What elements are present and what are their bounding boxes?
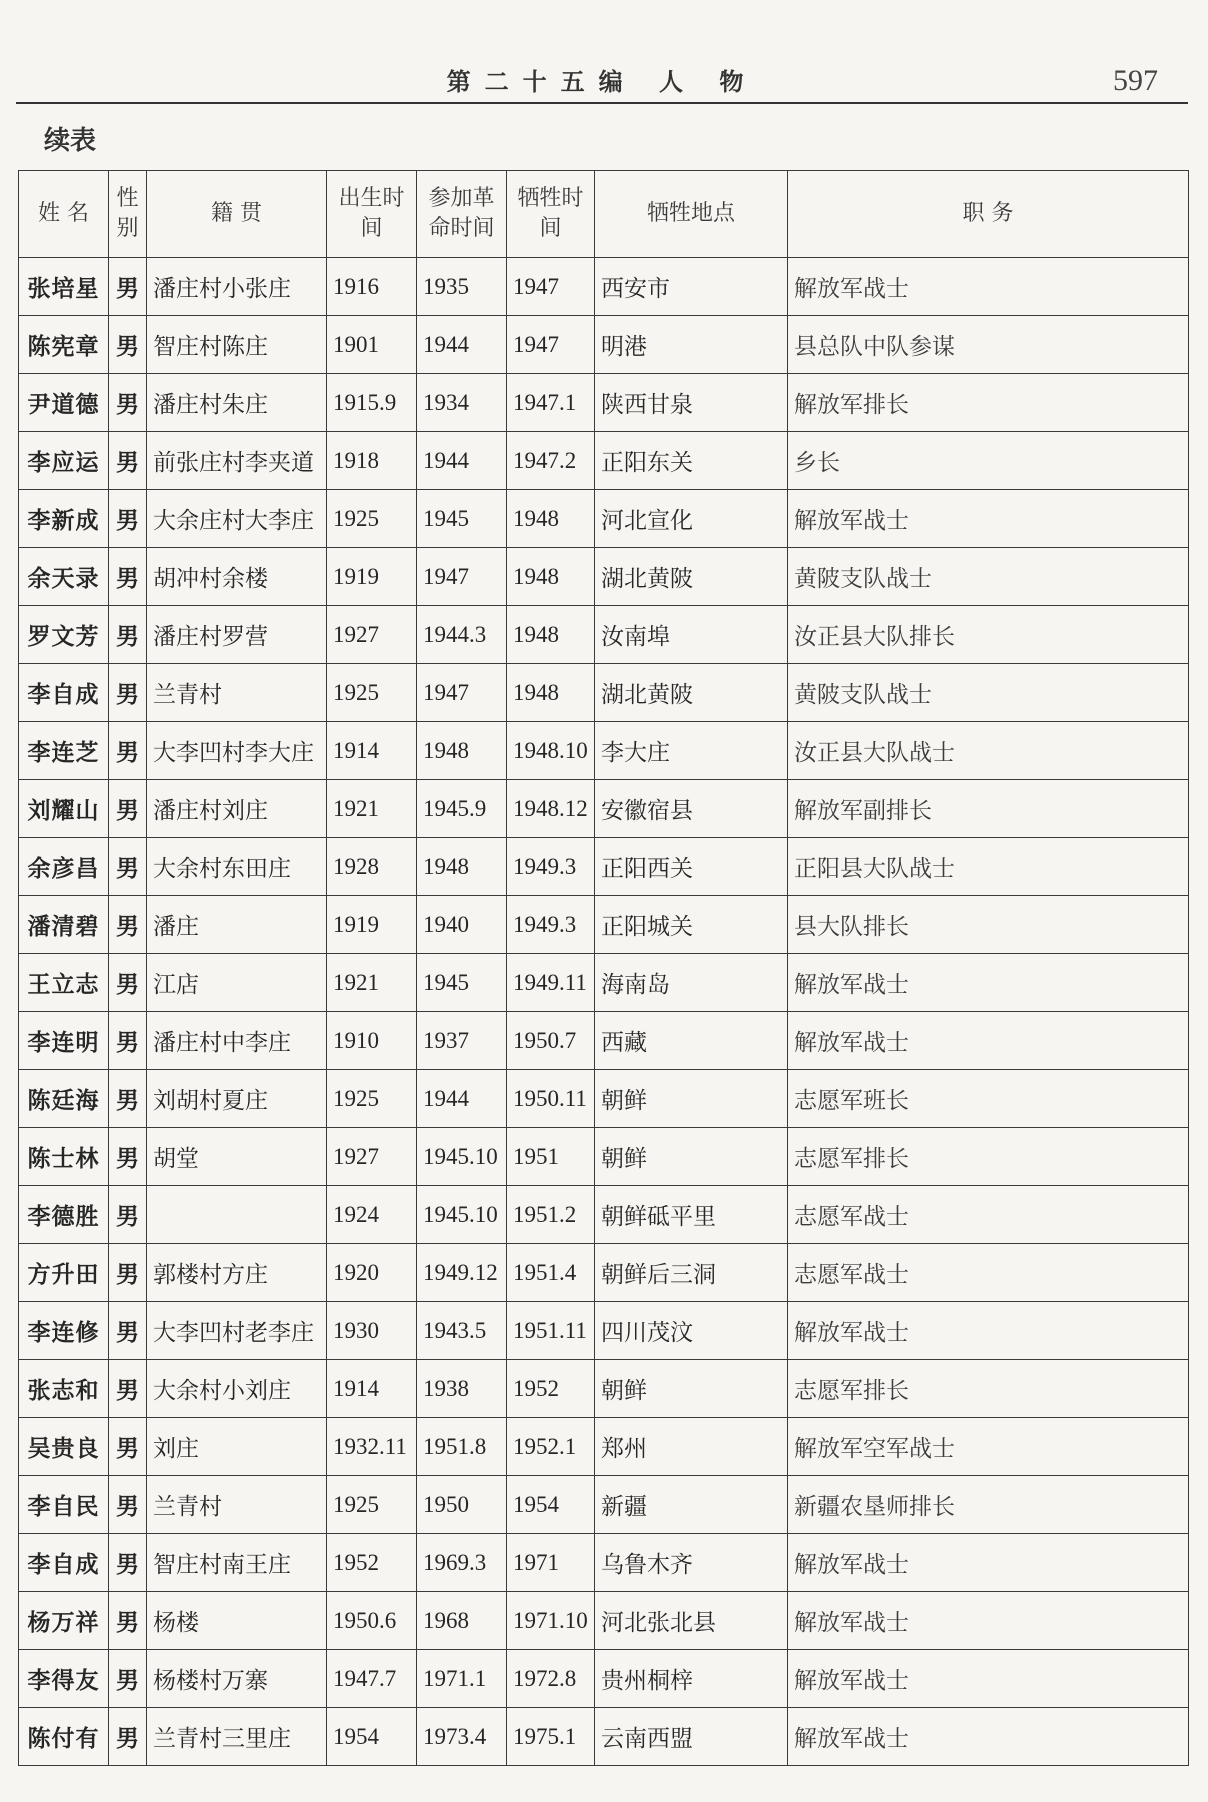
revolution-time-cell: 1944 — [417, 432, 507, 490]
name-cell: 陈宪章 — [19, 316, 109, 374]
table-row — [19, 1476, 1189, 1534]
native-place-cell: 大余村东田庄 — [147, 838, 327, 896]
gender-cell: 男 — [109, 316, 147, 374]
birth-time-cell: 1928 — [327, 838, 417, 896]
revolution-time-cell: 1937 — [417, 1012, 507, 1070]
birth-time-cell: 1930 — [327, 1302, 417, 1360]
gender-cell: 男 — [109, 664, 147, 722]
name-cell: 陈付有 — [19, 1708, 109, 1766]
table-row — [19, 490, 1189, 548]
native-place-cell: 大余村小刘庄 — [147, 1360, 327, 1418]
sacrifice-place-cell: 郑州 — [595, 1418, 788, 1476]
position-cell: 解放军战士 — [788, 1534, 1189, 1592]
position-cell: 解放军战士 — [788, 490, 1189, 548]
page-number: 597 — [1113, 64, 1158, 97]
sacrifice-place-cell: 李大庄 — [595, 722, 788, 780]
sacrifice-place-cell: 海南岛 — [595, 954, 788, 1012]
name-cell: 李新成 — [19, 490, 109, 548]
revolution-time-cell: 1971.1 — [417, 1650, 507, 1708]
gender-cell: 男 — [109, 838, 147, 896]
revolution-time-cell: 1948 — [417, 838, 507, 896]
position-cell: 乡长 — [788, 432, 1189, 490]
sacrifice-place-cell: 四川茂汶 — [595, 1302, 788, 1360]
sacrifice-time-cell: 1972.8 — [507, 1650, 595, 1708]
sacrifice-place-cell: 朝鲜后三洞 — [595, 1244, 788, 1302]
table-row — [19, 258, 1189, 316]
birth-time-cell: 1915.9 — [327, 374, 417, 432]
revolution-time-cell: 1947 — [417, 664, 507, 722]
name-cell: 陈廷海 — [19, 1070, 109, 1128]
position-cell: 县大队排长 — [788, 896, 1189, 954]
sacrifice-time-cell: 1949.3 — [507, 896, 595, 954]
sacrifice-time-cell: 1975.1 — [507, 1708, 595, 1766]
table-row — [19, 954, 1189, 1012]
native-place-cell: 潘庄村朱庄 — [147, 374, 327, 432]
table-row — [19, 1244, 1189, 1302]
sacrifice-place-cell: 湖北黄陂 — [595, 548, 788, 606]
position-cell: 解放军空军战士 — [788, 1418, 1189, 1476]
sacrifice-time-cell: 1951 — [507, 1128, 595, 1186]
table-row — [19, 1012, 1189, 1070]
position-cell: 志愿军班长 — [788, 1070, 1189, 1128]
revolution-time-cell: 1935 — [417, 258, 507, 316]
sacrifice-place-cell: 河北张北县 — [595, 1592, 788, 1650]
name-cell: 潘清碧 — [19, 896, 109, 954]
martyrs-table — [18, 170, 1189, 1766]
gender-cell: 男 — [109, 1418, 147, 1476]
table-body — [19, 258, 1189, 1766]
native-place-cell: 大余庄村大李庄 — [147, 490, 327, 548]
native-place-cell: 大李凹村老李庄 — [147, 1302, 327, 1360]
native-place-cell: 智庄村南王庄 — [147, 1534, 327, 1592]
name-cell: 李德胜 — [19, 1186, 109, 1244]
gender-cell: 男 — [109, 1302, 147, 1360]
gender-cell: 男 — [109, 1360, 147, 1418]
table-row — [19, 316, 1189, 374]
name-cell: 杨万祥 — [19, 1592, 109, 1650]
position-cell: 解放军战士 — [788, 258, 1189, 316]
birth-time-cell: 1927 — [327, 1128, 417, 1186]
column-header-name: 姓 名 — [19, 171, 109, 258]
native-place-cell: 刘庄 — [147, 1418, 327, 1476]
name-cell: 王立志 — [19, 954, 109, 1012]
native-place-cell: 胡堂 — [147, 1128, 327, 1186]
native-place-cell: 郭楼村方庄 — [147, 1244, 327, 1302]
revolution-time-cell: 1943.5 — [417, 1302, 507, 1360]
revolution-time-cell: 1969.3 — [417, 1534, 507, 1592]
table-row — [19, 1070, 1189, 1128]
revolution-time-cell: 1938 — [417, 1360, 507, 1418]
revolution-time-cell: 1944 — [417, 1070, 507, 1128]
native-place-cell: 胡冲村余楼 — [147, 548, 327, 606]
position-cell: 解放军战士 — [788, 954, 1189, 1012]
native-place-cell: 刘胡村夏庄 — [147, 1070, 327, 1128]
native-place-cell: 兰青村 — [147, 1476, 327, 1534]
position-cell: 解放军战士 — [788, 1012, 1189, 1070]
gender-cell: 男 — [109, 548, 147, 606]
position-cell: 解放军战士 — [788, 1592, 1189, 1650]
gender-cell: 男 — [109, 1650, 147, 1708]
sacrifice-time-cell: 1947 — [507, 258, 595, 316]
name-cell: 罗文芳 — [19, 606, 109, 664]
table-row — [19, 1650, 1189, 1708]
sacrifice-place-cell: 云南西盟 — [595, 1708, 788, 1766]
birth-time-cell: 1927 — [327, 606, 417, 664]
sacrifice-place-cell: 乌鲁木齐 — [595, 1534, 788, 1592]
native-place-cell — [147, 1186, 327, 1244]
position-cell: 县总队中队参谋 — [788, 316, 1189, 374]
gender-cell: 男 — [109, 490, 147, 548]
position-cell: 志愿军战士 — [788, 1244, 1189, 1302]
position-cell: 解放军战士 — [788, 1708, 1189, 1766]
revolution-time-cell: 1973.4 — [417, 1708, 507, 1766]
sacrifice-time-cell: 1951.2 — [507, 1186, 595, 1244]
sacrifice-place-cell: 新疆 — [595, 1476, 788, 1534]
sacrifice-time-cell: 1952.1 — [507, 1418, 595, 1476]
native-place-cell: 杨楼村万寨 — [147, 1650, 327, 1708]
native-place-cell: 杨楼 — [147, 1592, 327, 1650]
column-header-gender: 性别 — [109, 171, 147, 258]
column-header-birth-time: 出生时间 — [327, 171, 417, 258]
header-title: 第二十五编 人 物 — [446, 67, 758, 96]
revolution-time-cell: 1949.12 — [417, 1244, 507, 1302]
sacrifice-place-cell: 贵州桐梓 — [595, 1650, 788, 1708]
sacrifice-time-cell: 1948 — [507, 490, 595, 548]
native-place-cell: 兰青村 — [147, 664, 327, 722]
revolution-time-cell: 1945 — [417, 490, 507, 548]
sacrifice-time-cell: 1947 — [507, 316, 595, 374]
birth-time-cell: 1925 — [327, 490, 417, 548]
gender-cell: 男 — [109, 1476, 147, 1534]
sacrifice-place-cell: 西安市 — [595, 258, 788, 316]
table-row — [19, 1418, 1189, 1476]
sacrifice-place-cell: 汝南埠 — [595, 606, 788, 664]
native-place-cell: 潘庄 — [147, 896, 327, 954]
gender-cell: 男 — [109, 1070, 147, 1128]
sacrifice-place-cell: 湖北黄陂 — [595, 664, 788, 722]
birth-time-cell: 1952 — [327, 1534, 417, 1592]
sacrifice-place-cell: 正阳城关 — [595, 896, 788, 954]
column-header-position: 职 务 — [788, 171, 1189, 258]
birth-time-cell: 1919 — [327, 896, 417, 954]
sacrifice-time-cell: 1948.10 — [507, 722, 595, 780]
gender-cell: 男 — [109, 722, 147, 780]
table-row — [19, 1534, 1189, 1592]
native-place-cell: 潘庄村刘庄 — [147, 780, 327, 838]
sacrifice-place-cell: 正阳东关 — [595, 432, 788, 490]
birth-time-cell: 1925 — [327, 1476, 417, 1534]
gender-cell: 男 — [109, 896, 147, 954]
gender-cell: 男 — [109, 374, 147, 432]
sacrifice-time-cell: 1951.11 — [507, 1302, 595, 1360]
native-place-cell: 江店 — [147, 954, 327, 1012]
birth-time-cell: 1924 — [327, 1186, 417, 1244]
native-place-cell: 潘庄村罗营 — [147, 606, 327, 664]
name-cell: 方升田 — [19, 1244, 109, 1302]
table-row — [19, 606, 1189, 664]
revolution-time-cell: 1951.8 — [417, 1418, 507, 1476]
sacrifice-time-cell: 1949.3 — [507, 838, 595, 896]
name-cell: 陈士林 — [19, 1128, 109, 1186]
table-row — [19, 548, 1189, 606]
sacrifice-time-cell: 1948 — [507, 606, 595, 664]
column-header-native-place: 籍 贯 — [147, 171, 327, 258]
name-cell: 余彦昌 — [19, 838, 109, 896]
native-place-cell: 前张庄村李夹道 — [147, 432, 327, 490]
table-header-row — [19, 171, 1189, 258]
table-row — [19, 1302, 1189, 1360]
position-cell: 解放军排长 — [788, 374, 1189, 432]
sacrifice-time-cell: 1948 — [507, 548, 595, 606]
birth-time-cell: 1932.11 — [327, 1418, 417, 1476]
sacrifice-place-cell: 明港 — [595, 316, 788, 374]
native-place-cell: 大李凹村李大庄 — [147, 722, 327, 780]
birth-time-cell: 1916 — [327, 258, 417, 316]
table-row — [19, 1592, 1189, 1650]
revolution-time-cell: 1945.10 — [417, 1186, 507, 1244]
name-cell: 李连修 — [19, 1302, 109, 1360]
revolution-time-cell: 1940 — [417, 896, 507, 954]
name-cell: 李连明 — [19, 1012, 109, 1070]
birth-time-cell: 1920 — [327, 1244, 417, 1302]
gender-cell: 男 — [109, 1186, 147, 1244]
sacrifice-place-cell: 朝鲜 — [595, 1070, 788, 1128]
name-cell: 余天录 — [19, 548, 109, 606]
revolution-time-cell: 1934 — [417, 374, 507, 432]
revolution-time-cell: 1950 — [417, 1476, 507, 1534]
position-cell: 志愿军战士 — [788, 1186, 1189, 1244]
revolution-time-cell: 1968 — [417, 1592, 507, 1650]
gender-cell: 男 — [109, 432, 147, 490]
position-cell: 解放军战士 — [788, 1302, 1189, 1360]
sacrifice-time-cell: 1951.4 — [507, 1244, 595, 1302]
sacrifice-time-cell: 1971 — [507, 1534, 595, 1592]
position-cell: 志愿军排长 — [788, 1360, 1189, 1418]
sacrifice-place-cell: 朝鲜 — [595, 1360, 788, 1418]
sacrifice-time-cell: 1950.7 — [507, 1012, 595, 1070]
birth-time-cell: 1918 — [327, 432, 417, 490]
name-cell: 李连芝 — [19, 722, 109, 780]
birth-time-cell: 1919 — [327, 548, 417, 606]
table-row — [19, 1186, 1189, 1244]
position-cell: 黄陂支队战士 — [788, 664, 1189, 722]
sacrifice-place-cell: 西藏 — [595, 1012, 788, 1070]
sacrifice-place-cell: 正阳西关 — [595, 838, 788, 896]
name-cell: 吴贵良 — [19, 1418, 109, 1476]
sacrifice-place-cell: 朝鲜砥平里 — [595, 1186, 788, 1244]
sacrifice-place-cell: 朝鲜 — [595, 1128, 788, 1186]
sacrifice-time-cell: 1952 — [507, 1360, 595, 1418]
gender-cell: 男 — [109, 1592, 147, 1650]
position-cell: 汝正县大队战士 — [788, 722, 1189, 780]
sacrifice-time-cell: 1950.11 — [507, 1070, 595, 1128]
name-cell: 张志和 — [19, 1360, 109, 1418]
birth-time-cell: 1914 — [327, 722, 417, 780]
position-cell: 汝正县大队排长 — [788, 606, 1189, 664]
native-place-cell: 兰青村三里庄 — [147, 1708, 327, 1766]
birth-time-cell: 1921 — [327, 780, 417, 838]
birth-time-cell: 1901 — [327, 316, 417, 374]
birth-time-cell: 1925 — [327, 1070, 417, 1128]
birth-time-cell: 1910 — [327, 1012, 417, 1070]
name-cell: 李自成 — [19, 664, 109, 722]
birth-time-cell: 1954 — [327, 1708, 417, 1766]
native-place-cell: 智庄村陈庄 — [147, 316, 327, 374]
revolution-time-cell: 1945.10 — [417, 1128, 507, 1186]
sacrifice-time-cell: 1971.10 — [507, 1592, 595, 1650]
name-cell: 李自成 — [19, 1534, 109, 1592]
position-cell: 解放军战士 — [788, 1650, 1189, 1708]
sacrifice-time-cell: 1948 — [507, 664, 595, 722]
sacrifice-place-cell: 陕西甘泉 — [595, 374, 788, 432]
name-cell: 李应运 — [19, 432, 109, 490]
birth-time-cell: 1950.6 — [327, 1592, 417, 1650]
gender-cell: 男 — [109, 1708, 147, 1766]
page-header — [16, 52, 1188, 104]
name-cell: 张培星 — [19, 258, 109, 316]
native-place-cell: 潘庄村中李庄 — [147, 1012, 327, 1070]
gender-cell: 男 — [109, 780, 147, 838]
gender-cell: 男 — [109, 1128, 147, 1186]
gender-cell: 男 — [109, 1244, 147, 1302]
revolution-time-cell: 1944.3 — [417, 606, 507, 664]
birth-time-cell: 1921 — [327, 954, 417, 1012]
continued-label: 续表 — [44, 126, 97, 156]
name-cell: 李得友 — [19, 1650, 109, 1708]
sacrifice-time-cell: 1954 — [507, 1476, 595, 1534]
table-row — [19, 664, 1189, 722]
revolution-time-cell: 1948 — [417, 722, 507, 780]
position-cell: 志愿军排长 — [788, 1128, 1189, 1186]
gender-cell: 男 — [109, 606, 147, 664]
gender-cell: 男 — [109, 954, 147, 1012]
sacrifice-time-cell: 1947.1 — [507, 374, 595, 432]
name-cell: 刘耀山 — [19, 780, 109, 838]
table-row — [19, 780, 1189, 838]
revolution-time-cell: 1945 — [417, 954, 507, 1012]
table-row — [19, 896, 1189, 954]
position-cell: 正阳县大队战士 — [788, 838, 1189, 896]
birth-time-cell: 1914 — [327, 1360, 417, 1418]
column-header-sacrifice-time: 牺牲时间 — [507, 171, 595, 258]
table-row — [19, 1708, 1189, 1766]
position-cell: 解放军副排长 — [788, 780, 1189, 838]
birth-time-cell: 1925 — [327, 664, 417, 722]
sacrifice-time-cell: 1949.11 — [507, 954, 595, 1012]
sacrifice-place-cell: 安徽宿县 — [595, 780, 788, 838]
table-row — [19, 838, 1189, 896]
native-place-cell: 潘庄村小张庄 — [147, 258, 327, 316]
sacrifice-time-cell: 1947.2 — [507, 432, 595, 490]
column-header-revolution-time: 参加革命时间 — [417, 171, 507, 258]
name-cell: 尹道德 — [19, 374, 109, 432]
table-row — [19, 1128, 1189, 1186]
gender-cell: 男 — [109, 1534, 147, 1592]
table-row — [19, 1360, 1189, 1418]
birth-time-cell: 1947.7 — [327, 1650, 417, 1708]
revolution-time-cell: 1944 — [417, 316, 507, 374]
name-cell: 李自民 — [19, 1476, 109, 1534]
position-cell: 新疆农垦师排长 — [788, 1476, 1189, 1534]
gender-cell: 男 — [109, 1012, 147, 1070]
revolution-time-cell: 1945.9 — [417, 780, 507, 838]
column-header-sacrifice-place: 牺牲地点 — [595, 171, 788, 258]
table-row — [19, 374, 1189, 432]
table-row — [19, 432, 1189, 490]
sacrifice-time-cell: 1948.12 — [507, 780, 595, 838]
revolution-time-cell: 1947 — [417, 548, 507, 606]
sacrifice-place-cell: 河北宣化 — [595, 490, 788, 548]
gender-cell: 男 — [109, 258, 147, 316]
table-row — [19, 722, 1189, 780]
position-cell: 黄陂支队战士 — [788, 548, 1189, 606]
